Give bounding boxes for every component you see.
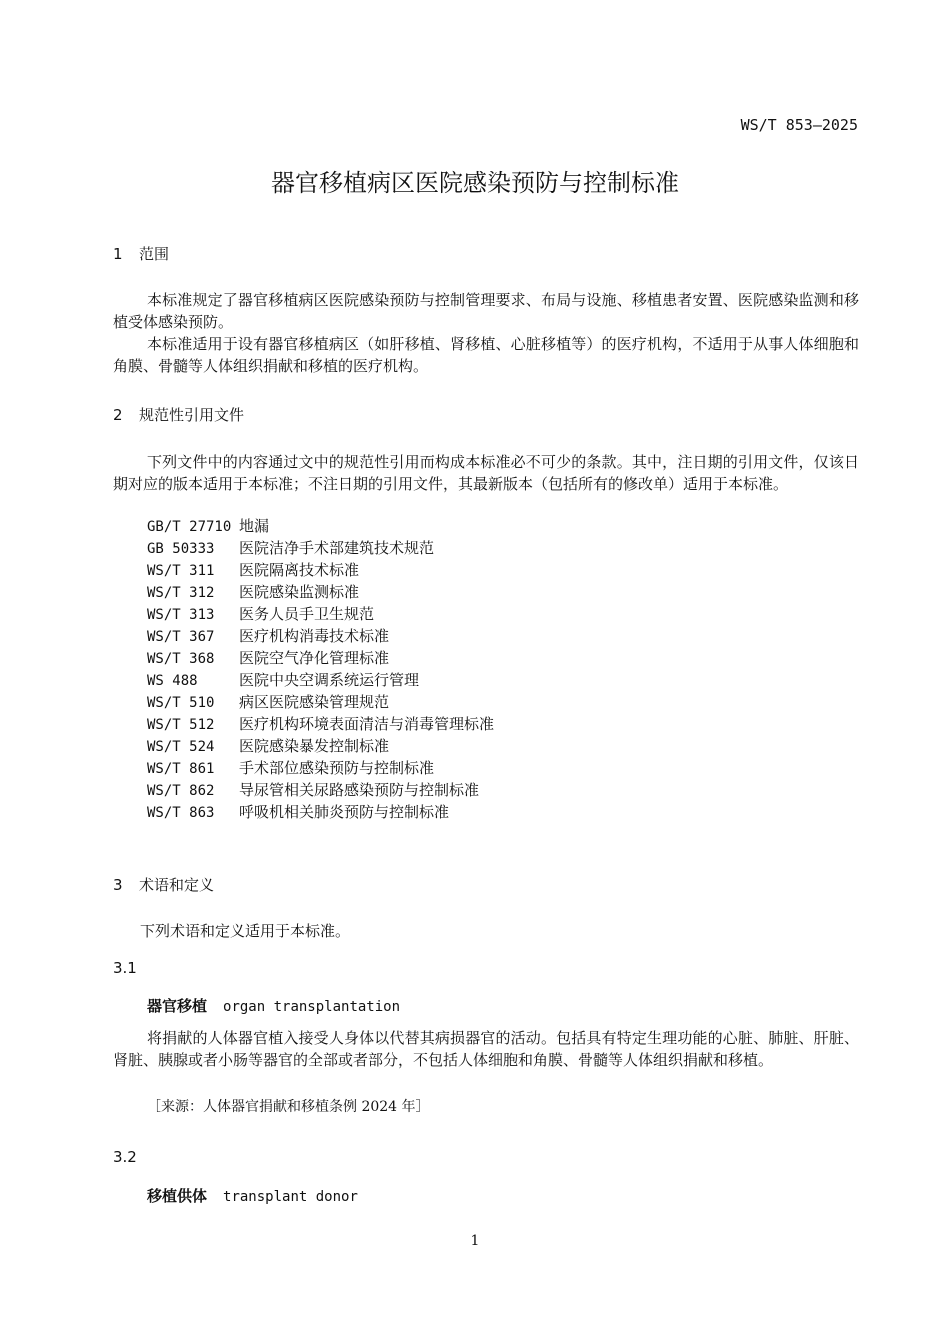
term-heading: [147, 1185, 358, 1206]
reference-code: WS/T 510: [147, 695, 215, 711]
reference-code: WS 488: [147, 673, 198, 689]
term-number: 3.2: [113, 1148, 137, 1166]
reference-item: [147, 647, 389, 669]
reference-item: [147, 581, 359, 603]
reference-code: WS/T 524: [147, 739, 215, 755]
section-number: 2: [113, 406, 123, 424]
terms-intro: 下列术语和定义适用于本标准。: [140, 922, 351, 940]
section-1-heading: [113, 243, 169, 264]
reference-item: [147, 713, 494, 735]
section-title: 规范性引用文件: [139, 406, 245, 424]
term-english: transplant donor: [223, 1189, 358, 1205]
reference-item: [147, 537, 434, 559]
reference-title: 导尿管相关尿路感染预防与控制标准: [239, 781, 480, 799]
page-number: 1: [470, 1233, 480, 1249]
term-heading: [147, 995, 400, 1016]
scope-paragraph-2: 本标准适用于设有器官移植病区（如肝移植、肾移植、心脏移植等）的医疗机构，不适用于从事人体细胞和角膜、骨髓等人体组织捐献和移植的医疗机构。: [113, 335, 859, 375]
reference-item: [147, 691, 389, 713]
reference-title: 医院空气净化管理标准: [239, 649, 390, 667]
reference-code: GB/T 27710: [147, 519, 232, 535]
section-number: 3: [113, 876, 123, 894]
reference-title: 手术部位感染预防与控制标准: [239, 759, 435, 777]
reference-code: WS/T 862: [147, 783, 215, 799]
reference-code: GB 50333: [147, 541, 215, 557]
reference-item: [147, 801, 449, 823]
reference-code: WS/T 368: [147, 651, 215, 667]
term-english: organ transplantation: [223, 999, 401, 1015]
reference-code: WS/T 313: [147, 607, 215, 623]
source-note: ［来源：人体器官捐献和移植条例 2024 年］: [147, 1099, 430, 1115]
term-chinese: 器官移植: [147, 997, 208, 1015]
section-number: 1: [113, 245, 123, 263]
term-chinese: 移植供体: [147, 1187, 208, 1205]
scope-paragraph-1: 本标准规定了器官移植病区医院感染预防与控制管理要求、布局与设施、移植患者安置、医院感染监测和移植受体感染预防。: [113, 291, 859, 331]
reference-title: 医疗机构环境表面清洁与消毒管理标准: [239, 715, 495, 733]
reference-code: WS/T 861: [147, 761, 215, 777]
section-3-heading: [113, 874, 214, 895]
reference-title: 病区医院感染管理规范: [239, 693, 390, 711]
reference-code: WS/T 312: [147, 585, 215, 601]
section-title: 范围: [139, 245, 170, 263]
reference-title: 医院中央空调系统运行管理: [239, 671, 420, 689]
term-definition: 将捐献的人体器官植入接受人身体以代替其病损器官的活动。包括具有特定生理功能的心脏、肺脏、肝脏、肾脏、胰腺或者小肠等器官的全部或者部分，不包括人体细胞和角膜、骨髓等人体组织捐献和移植。: [113, 1029, 859, 1069]
document-title: 器官移植病区医院感染预防与控制标准: [271, 169, 679, 197]
reference-item: [147, 779, 479, 801]
reference-item: [147, 559, 359, 581]
section-title: 术语和定义: [139, 876, 215, 894]
reference-item: [147, 625, 389, 647]
reference-title: 呼吸机相关肺炎预防与控制标准: [239, 803, 450, 821]
reference-item: [147, 603, 374, 625]
standard-code: WS/T 853—2025: [740, 116, 858, 134]
reference-item: [147, 735, 389, 757]
reference-title: 医院感染暴发控制标准: [239, 737, 390, 755]
reference-title: 医疗机构消毒技术标准: [239, 627, 390, 645]
reference-title: 医务人员手卫生规范: [239, 605, 375, 623]
reference-title: 医院洁净手术部建筑技术规范: [239, 539, 435, 557]
reference-title: 医院隔离技术标准: [239, 561, 360, 579]
reference-title: 地漏: [239, 517, 270, 535]
section-2-heading: [113, 404, 244, 425]
reference-title: 医院感染监测标准: [239, 583, 360, 601]
reference-item: [147, 515, 269, 537]
reference-item: [147, 669, 419, 691]
term-number: 3.1: [113, 959, 137, 977]
reference-code: WS/T 863: [147, 805, 215, 821]
reference-code: WS/T 512: [147, 717, 215, 733]
reference-code: WS/T 311: [147, 563, 215, 579]
reference-item: [147, 757, 434, 779]
references-intro: 下列文件中的内容通过文中的规范性引用而构成本标准必不可少的条款。其中，注日期的引用文件，仅该日期对应的版本适用于本标准；不注日期的引用文件，其最新版本（包括所有的修改单）适用于本标准。: [113, 453, 859, 493]
reference-code: WS/T 367: [147, 629, 215, 645]
